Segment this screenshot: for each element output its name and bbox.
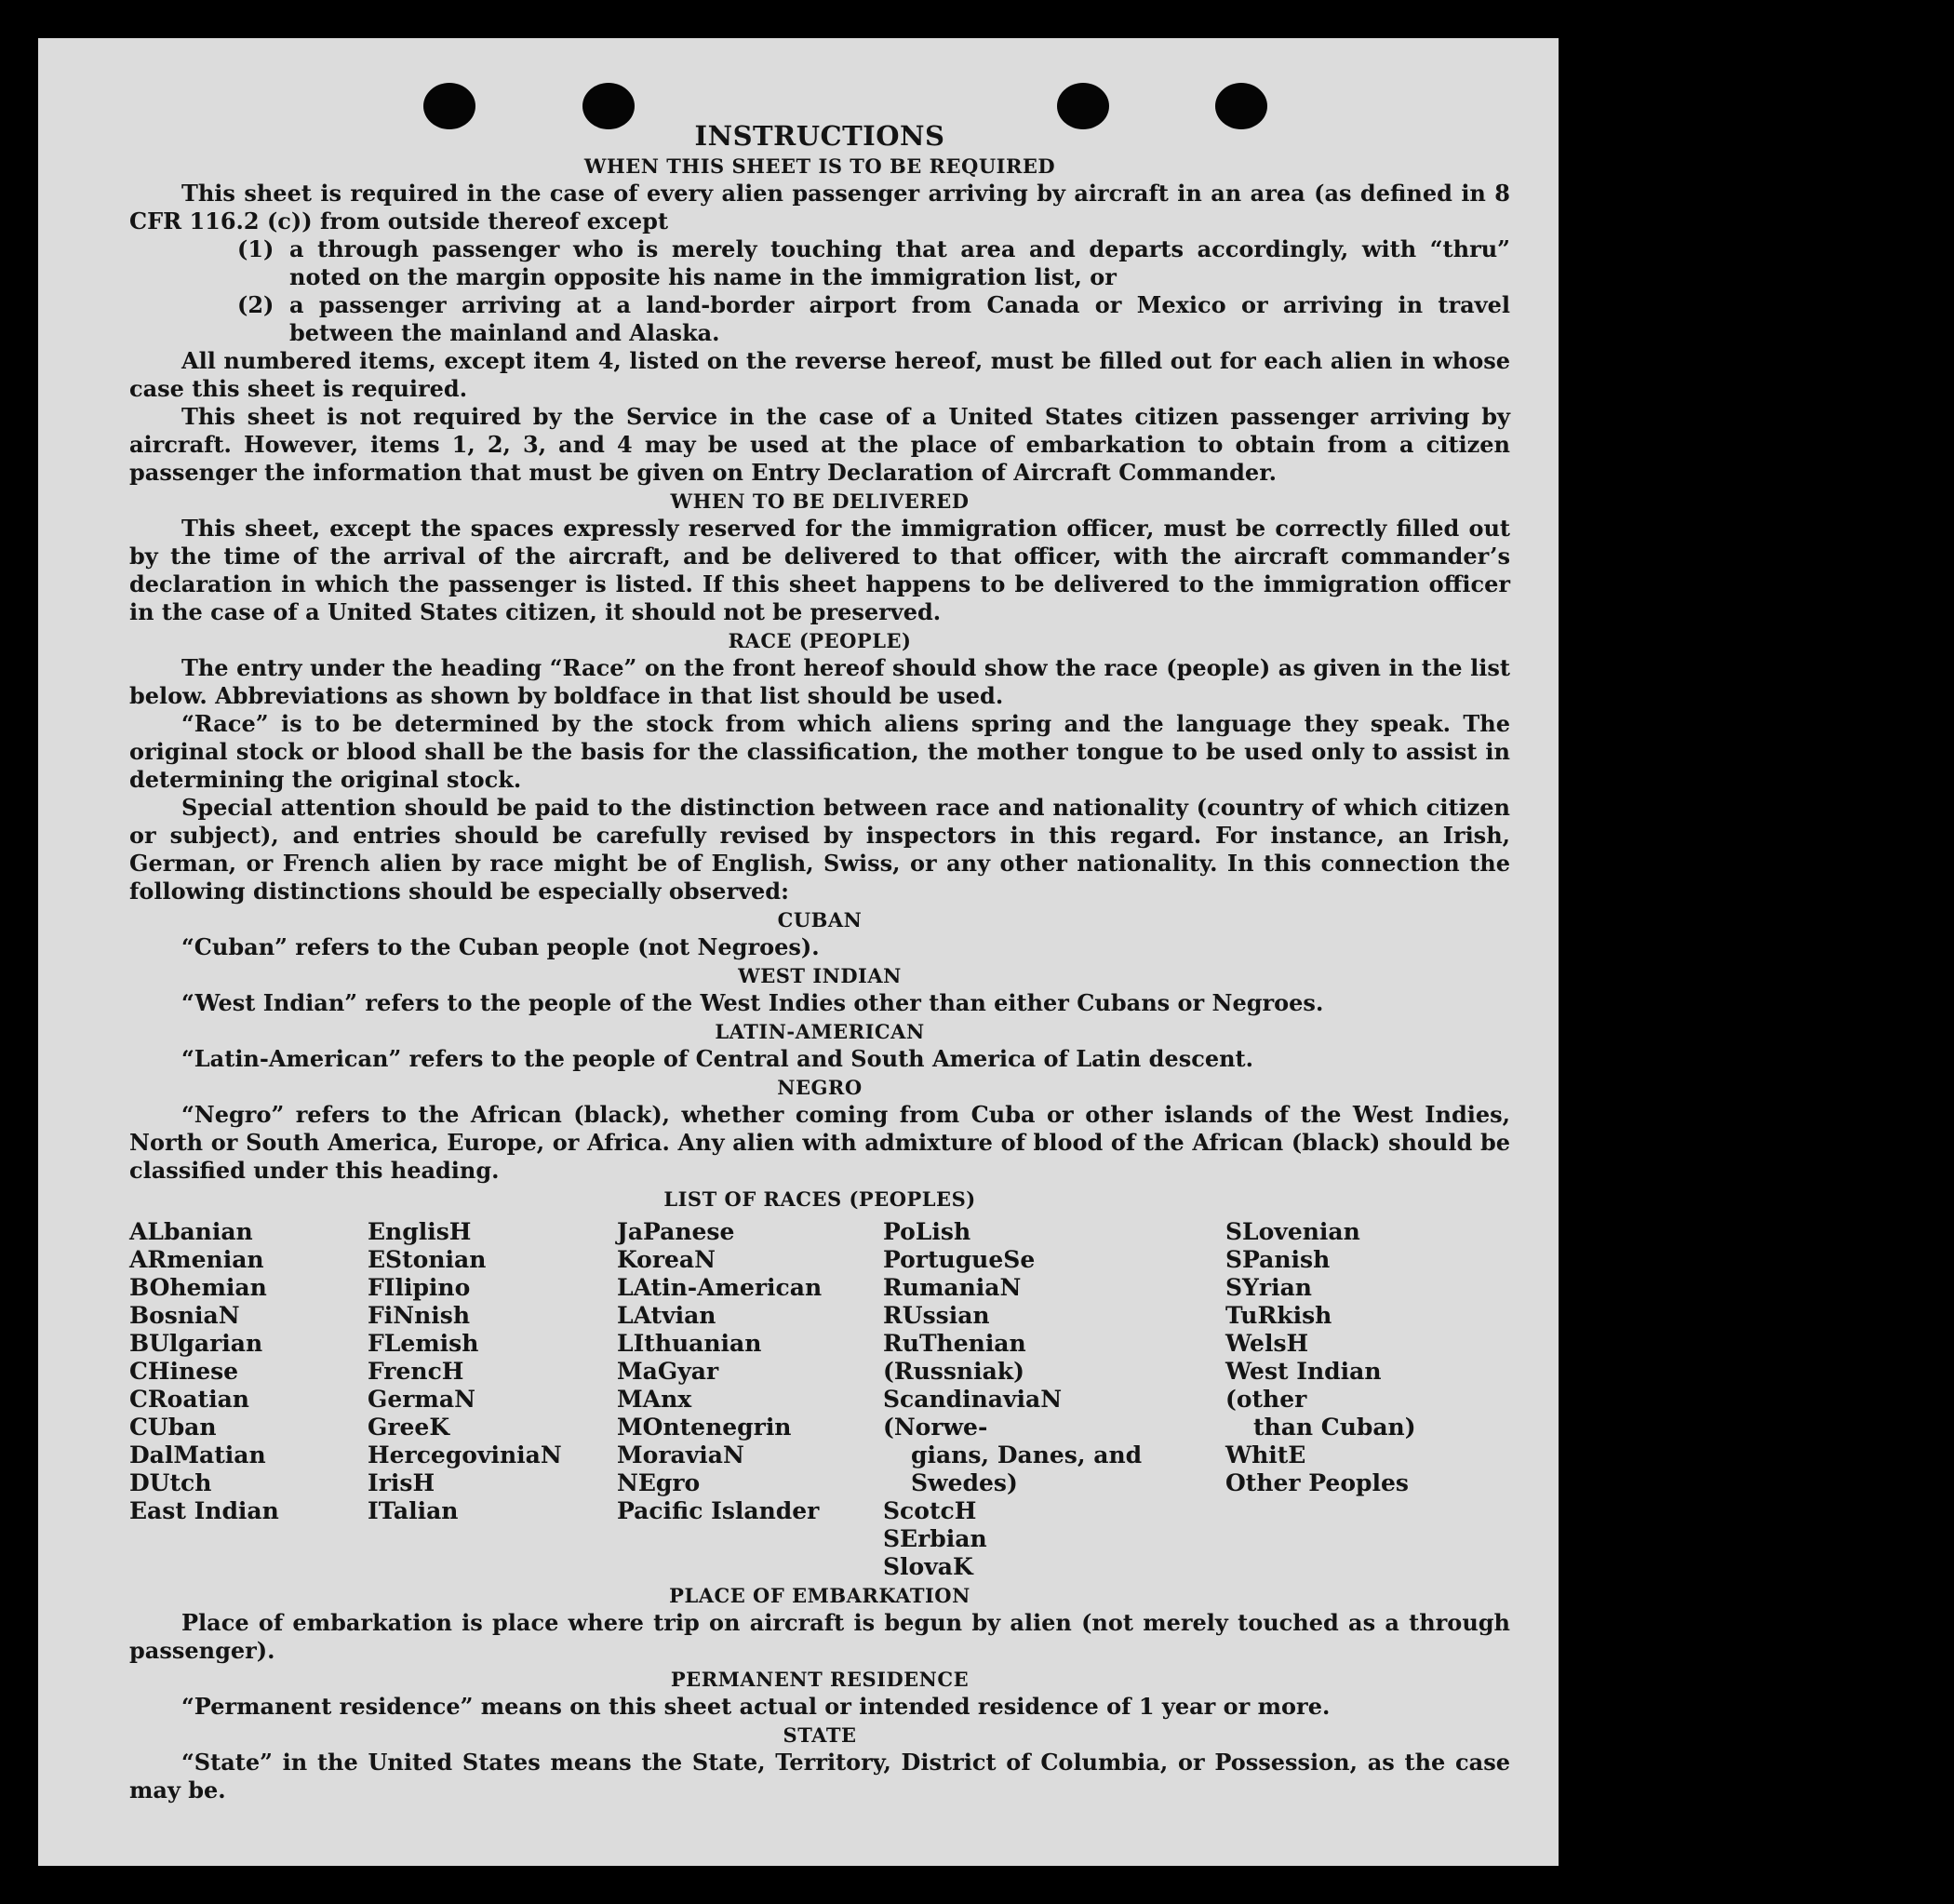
race-entry: RuThenian (Russniak) <box>883 1330 1026 1385</box>
race-entry: WhitE <box>1225 1441 1306 1468</box>
races-list <box>129 1218 1510 1581</box>
race-entry: FiNnish <box>368 1302 471 1329</box>
races-column-1 <box>129 1218 368 1581</box>
section-heading: RACE (PEOPLE) <box>728 629 912 652</box>
race-entry: ALbanian <box>129 1218 253 1245</box>
race-entry: GreeK <box>368 1414 450 1441</box>
race-entry: DalMatian <box>129 1441 266 1468</box>
race-entry: BOhemian <box>129 1274 267 1301</box>
paragraph: “Cuban” refers to the Cuban people (not Negroes). <box>181 933 820 960</box>
race-entry: BosniaN <box>129 1302 240 1329</box>
instructions-body <box>129 120 1510 1804</box>
race-entry: LIthuanian <box>617 1330 762 1357</box>
paragraph: This sheet is required in the case of every alien passenger arriving by aircraft in an area (as defined in 8 CFR 116.2 (c)) from outside thereof except <box>129 180 1510 235</box>
paragraph: “Race” is to be determined by the stock from which aliens spring and the language they speak. The original stock or blood shall be the basis for the classification, the mother tongue to be used only to assist in determining the original stock. <box>129 710 1510 793</box>
section-heading: NEGRO <box>777 1076 863 1099</box>
race-entry: IrisH <box>368 1469 435 1496</box>
paragraph: “Permanent residence” means on this sheet actual or intended residence of 1 year or more. <box>181 1693 1331 1720</box>
race-entry: East Indian <box>129 1497 279 1524</box>
paragraph: The entry under the heading “Race” on the front hereof should show the race (people) as given in the list below. Abbreviations as shown by boldface in that list should be used. <box>129 654 1510 709</box>
race-entry: SErbian <box>883 1525 987 1552</box>
race-entry: West Indian (other <box>1225 1358 1382 1413</box>
race-entry: TuRkish <box>1225 1302 1332 1329</box>
section-heading: STATE <box>783 1723 857 1747</box>
section-heading: PLACE OF EMBARKATION <box>669 1584 970 1607</box>
paragraph: This sheet, except the spaces expressly reserved for the immigration officer, must be correctly filled out by the time of the arrival of the aircraft, and be delivered to that officer, with the aircraft commander’s declaration in which the passenger is listed. If this sheet happens to be delivered to the immigration officer in the case of a United States citizen, it should not be preserved. <box>129 515 1510 625</box>
race-entry: MAnx <box>617 1386 692 1413</box>
race-entry: SLovenian <box>1225 1218 1360 1245</box>
race-entry: GermaN <box>368 1386 475 1413</box>
races-column-4 <box>883 1218 1225 1581</box>
race-entry: NEgro <box>617 1469 701 1496</box>
race-entry: HercegoviniaN <box>368 1441 562 1468</box>
race-entry: SlovaK <box>883 1553 973 1580</box>
race-entry: LAtvian <box>617 1302 716 1329</box>
race-entry: JaPanese <box>617 1218 735 1245</box>
race-entry: EnglisH <box>368 1218 472 1245</box>
paragraph: Place of embarkation is place where trip on aircraft is begun by alien (not merely touched as a through passenger). <box>129 1609 1510 1664</box>
item-text: a through passenger who is merely touching that area and departs accordingly, with “thru” noted on the margin opposite his name in the immigration list, or <box>289 235 1510 290</box>
race-entry: ScandinaviaN (Norwe- <box>883 1386 1063 1441</box>
list-item <box>129 235 1510 291</box>
race-entry: MOntenegrin <box>617 1414 792 1441</box>
item-number: (2) <box>237 291 274 318</box>
race-entry: PortugueSe <box>883 1246 1036 1273</box>
document-sheet <box>38 38 1559 1866</box>
paragraph: “State” in the United States means the State, Territory, District of Columbia, or Possession, as the case may be. <box>129 1749 1510 1803</box>
race-entry: ScotcH <box>883 1497 977 1524</box>
paragraph: This sheet is not required by the Service in the case of a United States citizen passenger arriving by aircraft. However, items 1, 2, 3, and 4 may be used at the place of embarkation to obtain from a citizen passenger the information that must be given on Entry Declaration of Aircraft Commander. <box>129 403 1510 486</box>
paragraph: Special attention should be paid to the distinction between race and nationality (country of which citizen or subject), and entries should be carefully revised by inspectors in this regard. For instance, an Irish, German, or French alien by race might be of English, Swiss, or any other nationality. In this connection the following distinctions should be especially observed: <box>129 794 1510 905</box>
race-entry-continued: than Cuban) <box>1253 1414 1416 1441</box>
item-number: (1) <box>237 235 274 262</box>
race-entry: BUlgarian <box>129 1330 263 1357</box>
race-entry: FIlipino <box>368 1274 471 1301</box>
race-entry: PoLish <box>883 1218 971 1245</box>
paragraph: “Negro” refers to the African (black), whether coming from Cuba or other islands of the West Indies, North or South America, Europe, or Africa. Any alien with admixture of blood of the African (black) should be classified under this heading. <box>129 1101 1510 1184</box>
item-text: a passenger arriving at a land-border airport from Canada or Mexico or arriving in travel between the mainland and Alaska. <box>289 291 1510 346</box>
race-entry: FLemish <box>368 1330 479 1357</box>
race-entry: DUtch <box>129 1469 212 1496</box>
paragraph: All numbered items, except item 4, listed on the reverse hereof, must be filled out for each alien in whose case this sheet is required. <box>129 347 1510 402</box>
race-entry: CHinese <box>129 1358 239 1385</box>
races-column-3 <box>617 1218 883 1581</box>
race-entry: EStonian <box>368 1246 487 1273</box>
race-entry: Pacific Islander <box>617 1497 820 1524</box>
race-entry: LAtin-American <box>617 1274 823 1301</box>
race-entry: RUssian <box>883 1302 990 1329</box>
section-heading: LIST OF RACES (PEOPLES) <box>663 1187 976 1211</box>
section-heading: PERMANENT RESIDENCE <box>670 1668 970 1691</box>
section-heading: WEST INDIAN <box>738 964 902 987</box>
race-entry-continued: Swedes) <box>911 1469 1018 1496</box>
race-entry: CUban <box>129 1414 217 1441</box>
race-entry-continued: gians, Danes, and <box>911 1441 1143 1468</box>
race-entry: MoraviaN <box>617 1441 744 1468</box>
race-entry: SPanish <box>1225 1246 1331 1273</box>
races-column-5 <box>1225 1218 1466 1581</box>
race-entry: WelsH <box>1225 1330 1309 1357</box>
section-heading: LATIN-AMERICAN <box>715 1020 925 1043</box>
race-entry: MaGyar <box>617 1358 719 1385</box>
page-title: INSTRUCTIONS <box>694 120 945 152</box>
race-entry: ARmenian <box>129 1246 264 1273</box>
paragraph: “West Indian” refers to the people of the West Indies other than either Cubans or Negroes. <box>181 989 1324 1016</box>
race-entry: ITalian <box>368 1497 459 1524</box>
section-heading: WHEN TO BE DELIVERED <box>670 489 970 513</box>
list-item <box>129 291 1510 347</box>
race-entry: KoreaN <box>617 1246 716 1273</box>
races-column-2 <box>368 1218 617 1581</box>
race-entry: RumaniaN <box>883 1274 1022 1301</box>
race-entry: SYrian <box>1225 1274 1312 1301</box>
section-heading: WHEN THIS SHEET IS TO BE REQUIRED <box>583 154 1056 178</box>
paragraph: “Latin-American” refers to the people of Central and South America of Latin descent. <box>181 1045 1253 1072</box>
race-entry: CRoatian <box>129 1386 249 1413</box>
race-entry: Other Peoples <box>1225 1469 1409 1496</box>
section-heading: CUBAN <box>777 908 863 932</box>
race-entry: FrencH <box>368 1358 464 1385</box>
